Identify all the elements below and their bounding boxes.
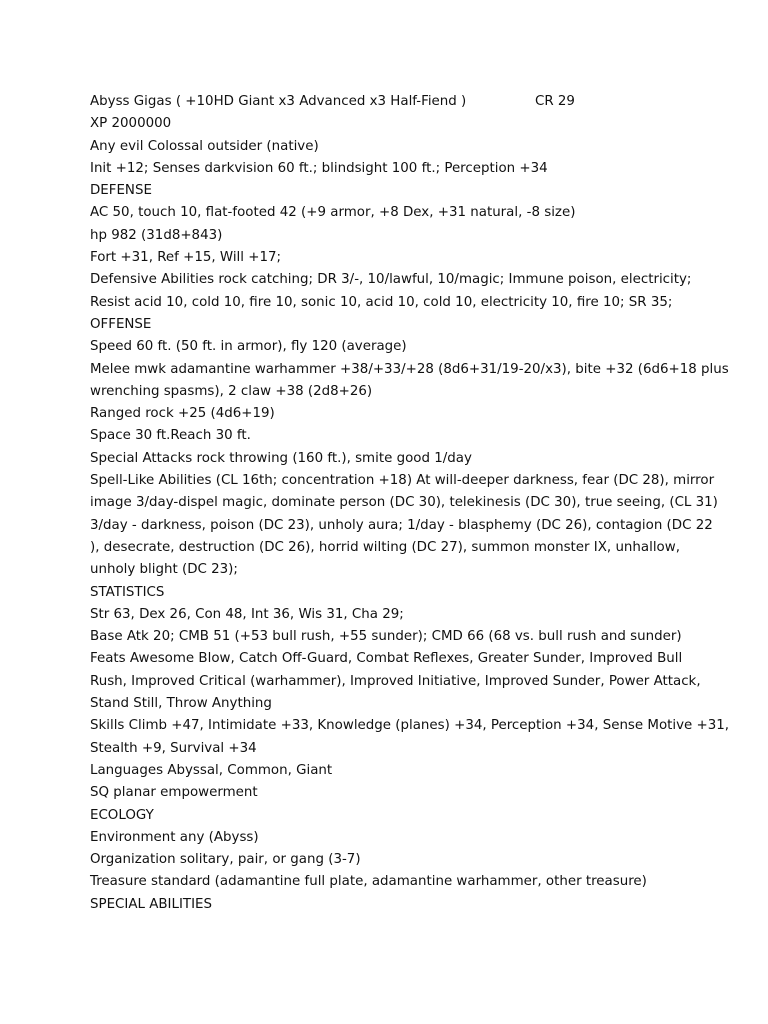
languages-line: Languages Abyssal, Common, Giant	[90, 762, 333, 778]
spell-like-abilities-line-4: ), desecrate, destruction (DC 26), horrid wilting (DC 27), summon monster IX, unhallow,	[90, 539, 680, 555]
ranged-line: Ranged rock +25 (4d6+19)	[90, 406, 275, 422]
special-attacks-line: Special Attacks rock throwing (160 ft.), smite good 1/day	[90, 450, 472, 466]
section-heading-ecology: ECOLOGY	[90, 807, 154, 823]
spell-like-abilities-line-5: unholy blight (DC 23);	[90, 562, 238, 578]
melee-line-cont: wrenching spasms), 2 claw +38 (2d8+26)	[90, 383, 373, 399]
feats-line-2: Rush, Improved Critical (warhammer), Improved Initiative, Improved Sunder, Power Attack,	[90, 673, 701, 689]
resist-line: Resist acid 10, cold 10, fire 10, sonic 10, acid 10, cold 10, electricity 10, fire 10; SR 35;	[90, 294, 673, 310]
init-senses-line: Init +12; Senses darkvision 60 ft.; blindsight 100 ft.; Perception +34	[90, 160, 548, 176]
defensive-abilities-line: Defensive Abilities rock catching; DR 3/-, 10/lawful, 10/magic; Immune poison, electricity;	[90, 272, 692, 288]
feats-line-3: Stand Still, Throw Anything	[90, 696, 272, 712]
speed-line: Speed 60 ft. (50 ft. in armor), fly 120 (average)	[90, 339, 407, 355]
feats-line: Feats Awesome Blow, Catch Off-Guard, Combat Reflexes, Greater Sunder, Improved Bull	[90, 651, 683, 667]
section-heading-special-abilities: SPECIAL ABILITIES	[90, 896, 213, 912]
skills-line: Skills Climb +47, Intimidate +33, Knowledge (planes) +34, Perception +34, Sense Motive +31,	[90, 718, 730, 734]
xp-line: XP 2000000	[90, 116, 172, 132]
section-heading-defense: DEFENSE	[90, 183, 152, 199]
sq-line: SQ planar empowerment	[90, 785, 258, 801]
combat-maneuvers-line: Base Atk 20; CMB 51 (+53 bull rush, +55 sunder); CMD 66 (68 vs. bull rush and sunder)	[90, 629, 682, 645]
saves-line: Fort +31, Ref +15, Will +17;	[90, 250, 282, 266]
hp-line: hp 982 (31d8+843)	[90, 227, 223, 243]
section-heading-statistics: STATISTICS	[90, 584, 165, 600]
environment-line: Environment any (Abyss)	[90, 829, 259, 845]
creature-title: Abyss Gigas ( +10HD Giant x3 Advanced x3 Half-Fiend )	[90, 94, 467, 109]
organization-line: Organization solitary, pair, or gang (3-7)	[90, 852, 361, 868]
challenge-rating: CR 29	[535, 94, 575, 109]
melee-line: Melee mwk adamantine warhammer +38/+33/+28 (8d6+31/19-20/x3), bite +32 (6d6+18 plus	[90, 361, 729, 377]
ac-line: AC 50, touch 10, flat-footed 42 (+9 armor, +8 Dex, +31 natural, -8 size)	[90, 205, 576, 221]
type-line: Any evil Colossal outsider (native)	[90, 138, 319, 154]
space-reach-line: Space 30 ft.Reach 30 ft.	[90, 428, 251, 444]
spell-like-abilities-line-3: 3/day - darkness, poison (DC 23), unholy aura; 1/day - blasphemy (DC 26), contagion (DC 22	[90, 517, 713, 533]
section-heading-offense: OFFENSE	[90, 316, 152, 332]
ability-scores-line: Str 63, Dex 26, Con 48, Int 36, Wis 31, Cha 29;	[90, 606, 404, 622]
spell-like-abilities-line-2: image 3/day-dispel magic, dominate person (DC 30), telekinesis (DC 30), true seeing, (CL 31)	[90, 495, 718, 511]
title-row	[90, 91, 690, 113]
spell-like-abilities-line: Spell-Like Abilities (CL 16th; concentration +18) At will-deeper darkness, fear (DC 28), mirror	[90, 473, 715, 489]
skills-line-2: Stealth +9, Survival +34	[90, 740, 257, 756]
stat-block-document	[90, 91, 730, 916]
treasure-line: Treasure standard (adamantine full plate, adamantine warhammer, other treasure)	[90, 874, 647, 890]
